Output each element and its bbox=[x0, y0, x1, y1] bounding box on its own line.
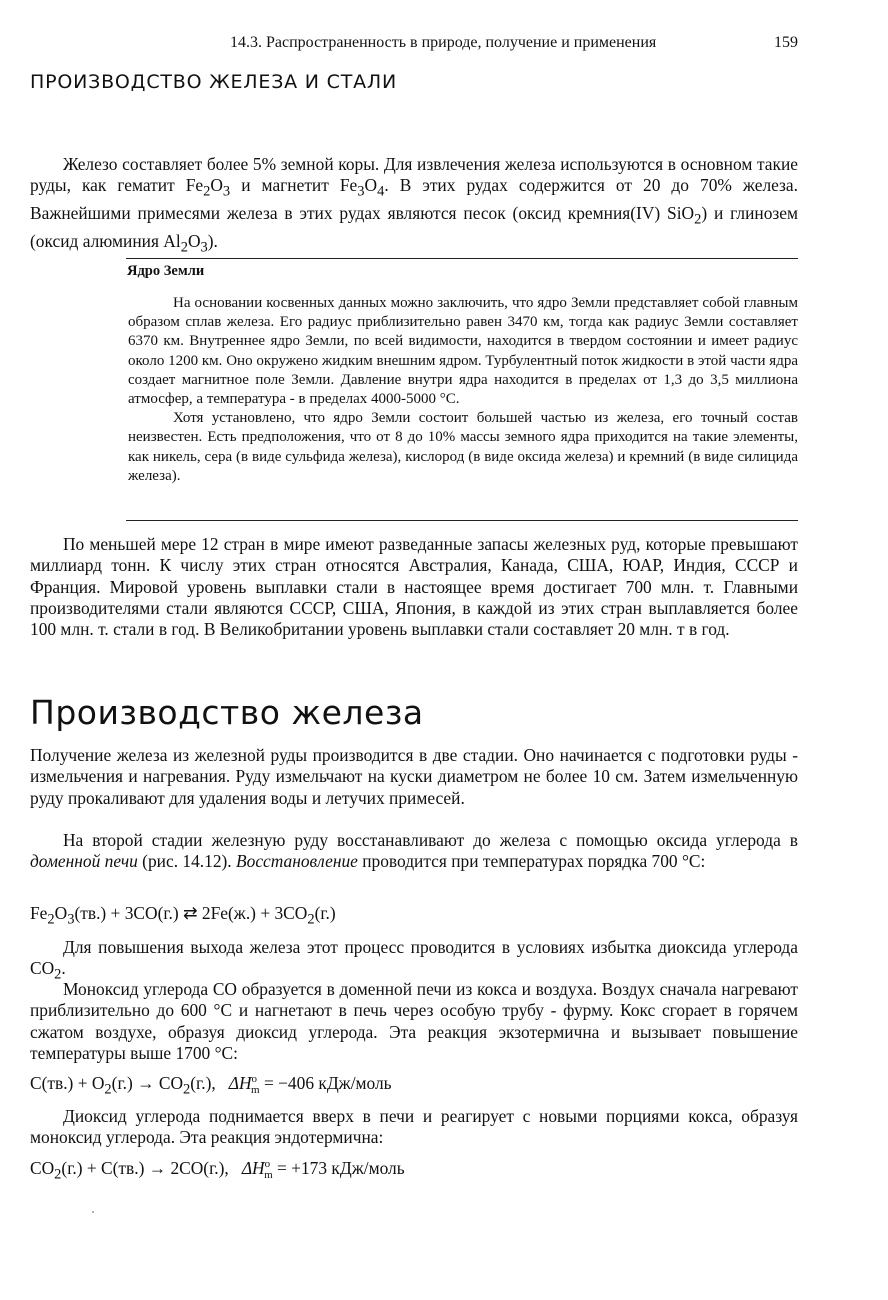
box-title: Ядро Земли bbox=[127, 263, 205, 279]
production-paragraph: По меньшей мере 12 стран в мире имеют разведанные запасы железных руд, которые превышают миллиард тонн. К числу этих стран относятся Австралия, Канада, США, ЮАР, Индия, СССР и Франция. Мировой уровень выплавки стали в настоящее время достигает 700 млн. т. Главными производителями стали являются СССР, США, Япония, в каждой из этих стран выплавляется более 100 млн. т. стали в год. В Великобритании уровень выплавки стали составляет 20 млн. т в год. bbox=[30, 534, 798, 640]
box-top-rule bbox=[126, 258, 798, 259]
scan-speck bbox=[92, 1211, 94, 1213]
box-text bbox=[128, 294, 798, 486]
dioxide-paragraph: Диоксид углерода поднимается вверх в печи и реагирует с новыми порциями кокса, образуя моноксид углерода. Эта реакция эндотермична: bbox=[30, 1106, 798, 1148]
monoxide-paragraph: Моноксид углерода CO образуется в доменной печи из кокса и воздуха. Воздух сначала нагревают приблизительно до 600 °C и нагнетают в печь через особую трубу - фурму. Кокс сгорает в горячем сжатом воздухе, образуя диоксид углерода. Эта реакция экзотермична и вызывает повышение температуры выше 1700 °C: bbox=[30, 979, 798, 1063]
equation-coke-combustion: $C(тв.) + O_2(г.) \to CO_2(г.)$, $\Delta H^o_m = -406$ кДж/моль bbox=[30, 1073, 392, 1098]
intro-paragraph: Железо составляет более 5% земной коры. Для извлечения железа используются в основном такие руды, как гематит $Fe_2O_3$ и магнетит $Fe_3O_4$. В этих рудах содержится от 20 до 70% железа. Важнейшими примесями железа в этих рудах являются песок (оксид кремния(IV) SiO$_2$) и глинозем (оксид алюминия $Al_2O_3$). bbox=[30, 154, 798, 256]
reduction-paragraph: На второй стадии железную руду восстанавливают до железа с помощью оксида углерода в доменной печи (рис. 14.12). Восстановление проводится при температурах порядка 700 °C: bbox=[30, 830, 798, 872]
box-paragraph-2: Хотя установлено, что ядро Земли состоит большей частью из железа, его точный состав неизвестен. Есть предположения, что от 8 до 10% массы земного ядра приходится на такие элементы, как никель, сера (в виде сульфида железа), кислород (в виде оксида железа) и кремний (в виде силицида железа). bbox=[128, 410, 798, 484]
box-bottom-rule bbox=[126, 520, 798, 521]
stage-paragraph: Получение железа из железной руды производится в две стадии. Оно начинается с подготовки руды - измельчения и нагревания. Руду измельчают на куски диаметром не более 10 см. Затем измельченную руду прокаливают для удаления воды и летучих примесей. bbox=[30, 745, 798, 808]
section-heading: ПРОИЗВОДСТВО ЖЕЛЕЗА И СТАЛИ bbox=[30, 71, 398, 93]
page-number: 159 bbox=[774, 34, 798, 51]
equation-hematite-reduction: $Fe_2O_3(тв.) + 3CO(г.)$ ⇄ $2Fe(ж.) + 3CO_2(г.)$ bbox=[30, 903, 336, 928]
running-head-title: 14.3. Распространенность в природе, получение и применения bbox=[230, 34, 657, 51]
excess-paragraph: Для повышения выхода железа этот процесс проводится в условиях избытка диоксида углерода $CO_2$. bbox=[30, 937, 798, 983]
equation-boudouard: $CO_2(г.) + C(тв.) \to 2CO(г.)$, $\Delta H^o_m = +173$ кДж/моль bbox=[30, 1158, 405, 1183]
box-paragraph-1: На основании косвенных данных можно заключить, что ядро Земли представляет собой главным образом сплав железа. Его радиус приблизительно равен 3470 км, тогда как радиус Земли составляет 6370 км. Внутреннее ядро Земли, по всей видимости, находится в твердом состоянии и имеет радиус около 1200 км. Оно окружено жидким внешним ядром. Турбулентный поток жидкости в этой части ядра создает магнитное поле Земли. Давление внутри ядра находится в пределах от 1,3 до 3,5 миллиона атмосфер, а температура - в пределах 4000-5000 °C. bbox=[128, 295, 798, 408]
chapter-subheading: Производство железа bbox=[30, 693, 424, 732]
